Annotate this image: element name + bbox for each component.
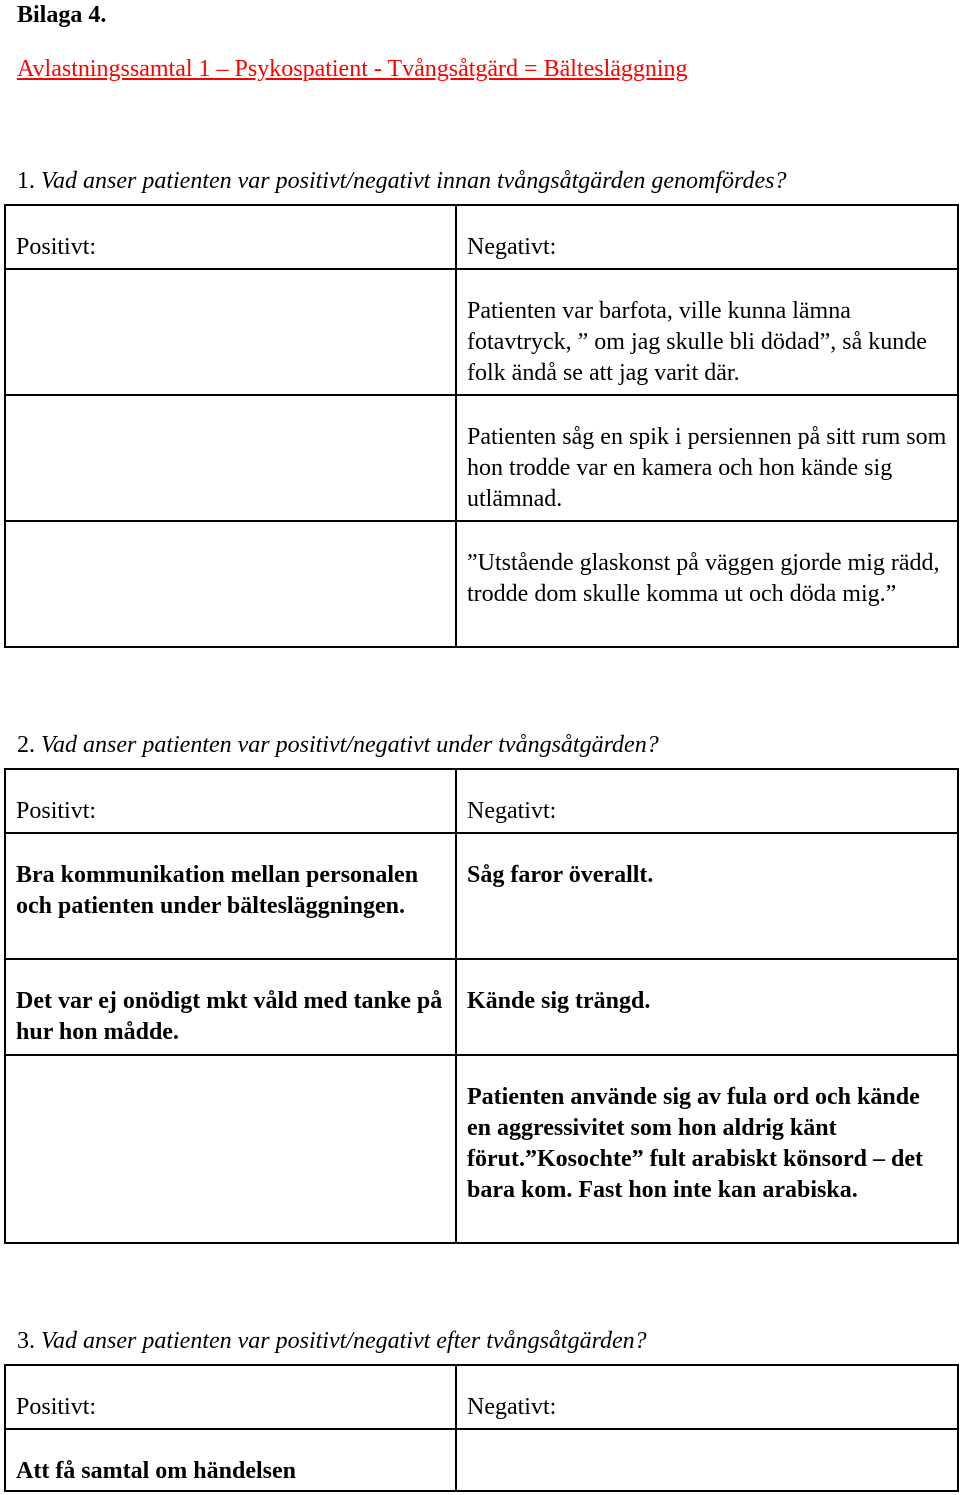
negative-header: Negativt: <box>456 1365 958 1429</box>
table-row <box>5 1055 958 1243</box>
question-number: 2. <box>17 732 35 758</box>
question-3 <box>17 1326 647 1357</box>
positive-cell <box>5 1055 456 1243</box>
positive-cell <box>5 521 456 647</box>
table-row <box>5 833 958 959</box>
table-header-row <box>5 1365 958 1429</box>
table-header-row <box>5 205 958 269</box>
positive-text: Att få samtal om händelsen <box>16 1458 296 1484</box>
question-1 <box>17 166 786 197</box>
table-header-row <box>5 769 958 833</box>
negative-text: ”Utstående glaskonst på väggen gjorde mig rädd, trodde dom skulle komma ut och döda mig.” <box>467 550 940 607</box>
negative-header: Negativt: <box>456 205 958 269</box>
positive-cell <box>5 959 456 1055</box>
table-row <box>5 1429 958 1491</box>
negative-cell <box>456 833 958 959</box>
answer-table-1 <box>4 204 959 648</box>
negative-cell <box>456 1429 958 1491</box>
negative-cell <box>456 395 958 521</box>
question-text: Vad anser patienten var positivt/negativt efter tvångsåtgärden? <box>41 1328 647 1354</box>
question-number: 3. <box>17 1328 35 1354</box>
negative-cell <box>456 521 958 647</box>
answer-table-3 <box>4 1364 959 1492</box>
question-text: Vad anser patienten var positivt/negativt innan tvångsåtgärden genomfördes? <box>41 168 787 194</box>
negative-header: Negativt: <box>456 769 958 833</box>
table-row <box>5 395 958 521</box>
positive-header: Positivt: <box>5 1365 456 1429</box>
document-title: Avlastningssamtal 1 – Psykospatient - Tvångsåtgärd = Bältesläggning <box>17 56 688 82</box>
negative-cell <box>456 959 958 1055</box>
negative-text: Patienten använde sig av fula ord och kände en aggressivitet som hon aldrig känt förut.”Kosochte” fult arabiskt könsord – det bara kom. Fast hon inte kan arabiska. <box>467 1084 924 1203</box>
positive-cell <box>5 395 456 521</box>
negative-text: Såg faror överallt. <box>467 862 654 888</box>
negative-cell <box>456 1055 958 1243</box>
positive-text: Bra kommunikation mellan personalen och patienten under bältesläggningen. <box>16 862 419 919</box>
positive-text: Det var ej onödigt mkt våld med tanke på hur hon mådde. <box>16 988 443 1045</box>
question-text: Vad anser patienten var positivt/negativt under tvångsåtgärden? <box>41 732 659 758</box>
question-number: 1. <box>17 168 35 194</box>
positive-cell <box>5 269 456 395</box>
negative-text: Kände sig trängd. <box>467 988 651 1014</box>
negative-cell <box>456 269 958 395</box>
answer-table-2 <box>4 768 959 1244</box>
negative-text: Patienten såg en spik i persiennen på sitt rum som hon trodde var en kamera och hon kände sig utlämnad. <box>467 424 947 512</box>
positive-header: Positivt: <box>5 769 456 833</box>
positive-cell <box>5 833 456 959</box>
table-row <box>5 521 958 647</box>
positive-cell <box>5 1429 456 1491</box>
table-row <box>5 269 958 395</box>
appendix-label: Bilaga 4. <box>17 2 107 28</box>
negative-text: Patienten var barfota, ville kunna lämna fotavtryck, ” om jag skulle bli dödad”, så kunde folk ändå se att jag varit där. <box>467 298 927 386</box>
table-row <box>5 959 958 1055</box>
question-2 <box>17 730 659 761</box>
positive-header: Positivt: <box>5 205 456 269</box>
